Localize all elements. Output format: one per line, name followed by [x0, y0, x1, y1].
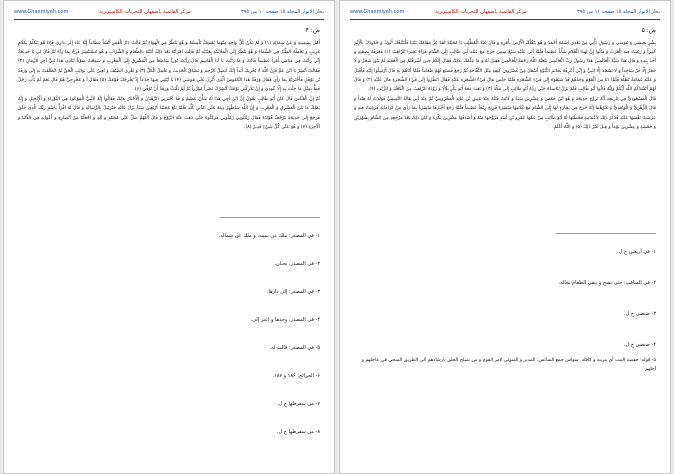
- footnote: ١- في أربعين خ ل.: [617, 249, 656, 255]
- paragraph: قَالَ الْمَسْعُودِيُّ فِي تَارِيخِهِ أَنَّهُ تَزَوَّجَ خَدِيجَةَ وَ هُوَ ابْنُ خَمْسٍ وَ عِشْرِينَ سَنَةً وَ كَانَتْ قَبْلَهُ عِنْدَ عَتِيقِ بْنِ عَائِذٍ الْمَخْزُومِيِّ ثُمَّ عِنْدَ أَبِي هَالَةَ التَّمِيمِيِّ فَوَلَدَتْ لَهُ هِنْداً وَ قَالَ الزُّهْرِيُّ وَ الْوَاقِدِيُّ وَ غَيْرُهُمَا إِنَّهُ خَرَجَ فِي تِجَارَةٍ لَهَا إِلَى الشَّامِ مَعَ غُلَامِهَا مَيْسَرَةَ فَرَبِحَ رِبْحاً عَظِيماً فَلَمَّا رَجَعَ أَخْبَرَهَا مَيْسَرَةُ بِمَا رَأَى مِنْ كَرَامَاتِهِ فَرَغِبَتْ فِيهِ وَ عَرَضَتْ نَفْسَهَا عَلَيْهِ فَذَكَرَ ذَلِكَ لِأَعْمَامِهِ فَخَطَبَهَا لَهُ أَبُو طَالِبٍ مِنْ عَمِّهَا عَمْرِو بْنِ أَسَدٍ فَزَوَّجَهَا مِنْهُ وَ أَصْدَقَهَا عِشْرِينَ بَكْرَةً وَ كَانَ ذَلِكَ بَعْدَ مَرْجِعِهِ مِنَ الشَّامِ بِشَهْرَيْنِ وَ خَمْسَةٍ وَ عِشْرِينَ يَوْماً وَ قِيلَ غَيْرُ ذَلِكَ (۵) وَ اللَّهُ أَعْلَمُ.: [354, 97, 656, 130]
- footnotes: [18, 217, 320, 456]
- left-page: [3, 0, 335, 474]
- footnote: ١- في المصدر: ملك عن يمينه، و ملك عن شماله.: [218, 233, 320, 239]
- footnote: ۶- الخرائج: ١٨۶ و ١٨٧.: [272, 373, 320, 379]
- header-center: مركز القائمية باصفهان للتحريات الكامپيوترية: [99, 9, 191, 15]
- page-header: [14, 9, 324, 20]
- footnote: ۴- في المصدر: وجدها و اعتز إلى.: [250, 317, 320, 323]
- body-text: [18, 39, 320, 133]
- header-title: بحار الانوار المجلد ١٥ صفحة ١١ من ٣٩٥: [576, 9, 660, 15]
- paragraph: ثُمَّ إِنَّ الْعَبَّاسَ قَالَ كَانَ أَبُو طَالِبٍ يَقُولُ إِنَّ ابْنَ أَخِي هَذَا لَهُ شَأْنٌ عَظِيمٌ وَ قَدْ أَخْبَرَنِي الرُّهْبَانُ وَ الْأَحْبَارُ بِذَلِكَ فَقَالُوا إِنَّهُ النَّبِيُّ الْمَوْعُودُ فِي التَّوْرَاةِ وَ الْإِنْجِيلِ وَ إِنَّهُ يَمْلِكُ مَا بَيْنَ الْمَشْرِقِ وَ الْمَغْرِبِ وَ إِنَّ اللَّهَ سَيُظْهِرُ دِينَهُ عَلَى الدِّينِ كُلِّهِ فَلَمَّا بَلَغَ مُحَمَّدٌ أَرْبَعِينَ سَنَةً نَزَلَ عَلَيْهِ جَبْرَئِيلُ بِالرِّسَالَةِ وَ قَالَ لَهُ اقْرَأْ بِاسْمِ رَبِّكَ الَّذِي خَلَقَ فَرَجَعَ إِلَى خَدِيجَةَ يَرْجُفُ فُؤَادُهُ فَقَالَ زَمِّلُونِي زَمِّلُونِي فَزَمَّلُوهُ حَتَّى ذَهَبَ عَنْهُ الرَّوْعُ وَ قَالَ اللَّهُمَّ صَلِّ عَلَى مُحَمَّدٍ وَ آلِهِ وَ اجْعَلْنَا مِنْ أَنْصَارِهِ وَ أَعْوَانِهِ فِي الدُّنْيَا وَ الْآخِرَةِ (٧) وَ هُوَ عَلَى كُلِّ شَيْءٍ قَدِيرٌ (٨).: [18, 97, 320, 130]
- page-header: [350, 9, 660, 20]
- footnote: ۴- ضنضي خ ل.: [624, 342, 656, 348]
- header-center: مركز القائمية باصفهان للتحريات الكامپيوترية: [435, 9, 527, 15]
- footnote-divider: [220, 217, 320, 218]
- header-title: بحار الانوار المجلد ١٥ صفحة ١٠ من ٣٩٥: [240, 9, 324, 15]
- paragraph: بِشْرٍ بِعِيسَى وَ مُوسَى وَ رَسُولٍ يَأْتِي مِنْ بَعْدِي اسْمُهُ أَحْمَدُ وَ هُوَ يَنْقُلُكَ الْأَرْضَ بِأَمْرِهِ وَ قَالَ عَبْدُ الْمُطَّلِبِ يَا مُحَمَّدُ لَقَدْ عَزَّ مَقَامُكَ بَيْنَنَا فَلْيُبْلِغْكَ أَبُوكَ وَ جُدُودُكَ بِالْإِثْمِ كَثِيراً وَ رَغِبَتْ فِيهِ الْعَرَبُ وَ قَالُوا إِنَّ لِهَذَا الْغُلَامِ شَأْناً عَظِيماً فَلَمَّا أَتَى عَلَيْهِ سَبْعُ سِنِينَ خَرَجَ مَعَ عَمِّهِ أَبِي طَالِبٍ إِلَى الشَّامِ فَرَآهُ بَحِيرَا الرَّاهِبُ (١) فَعَرَفَهُ بِصِفَتِهِ وَ أَخَذَ بِيَدِهِ وَ قَالَ هَذَا سَيِّدُ الْعَالَمِينَ هَذَا رَسُولُ رَبِّ الْعَالَمِينَ يَبْعَثُهُ اللَّهُ رَحْمَةً لِلْعَالَمِينَ فَقِيلَ لَهُ وَ مَا عِلْمُكَ بِذَلِكَ فَقَالَ إِنَّكُمْ حِينَ أَشْرَفْتُمْ مِنَ الْعَقَبَةِ لَمْ يَبْقَ شَجَرٌ وَ لَا حَجَرٌ إِلَّا خَرَّ سَاجِداً وَ لَا يَسْجُدُ إِلَّا لِنَبِيٍّ وَ إِنِّي أَعْرِفُهُ بِخَاتَمِ النُّبُوَّةِ أَسْفَلَ مِنْ غُضْرُوفِ كَتِفِهِ مِثْلَ التُّفَّاحَةِ ثُمَّ رَجَعَ فَصَنَعَ لَهُمْ طَعَاماً فَلَمَّا أَتَاهُمْ بِهِ قَالَ أَرْسِلُوا إِلَيْهِ فَأَقْبَلَ وَ عَلَيْهِ غَمَامَةٌ تُظِلُّهُ فَلَمَّا دَنَا مِنَ الْقَوْمِ وَجَدَهُمْ قَدْ سَبَقُوهُ إِلَى فَيْءِ الشَّجَرَةِ فَلَمَّا جَلَسَ مَالَ فَيْءُ الشَّجَرَةِ عَلَيْهِ فَقَالَ انْظُرُوا إِلَى فَيْءِ الشَّجَرَةِ مَالَ عَلَيْهِ (٢) وَ قَالَ لَهُمْ أَنْشُدُكُمُ اللَّهَ أَيُّكُمْ وَلِيُّهُ قَالُوا أَبُو طَالِبٍ فَلَمْ يَزَلْ يُنَاشِدُهُ حَتَّى رَدَّهُ أَبُو طَالِبٍ إِلَى مَكَّةَ (٣) وَ بَعَثَ مَعَهُ أَبُو بَكْرٍ بِلَالًا وَ زَوَّدَهُ الرَّاهِبُ مِنَ الْكَعْكِ وَ الزَّيْتِ (۴).: [354, 41, 656, 93]
- footnote: ۵- في المصدر: قالت له.: [269, 345, 320, 351]
- footnote: ٣- في المصدر: إلى دارها.: [266, 289, 320, 295]
- footnotes: [354, 233, 656, 396]
- footnote: ٧- من سقرطها خ ل.: [276, 401, 320, 407]
- page-number: ص: ۴: [305, 27, 320, 34]
- body-text: [354, 39, 656, 133]
- header-site[interactable]: www.Ghaemiyeh.com: [350, 9, 405, 15]
- header-site[interactable]: www.Ghaemiyeh.com: [14, 9, 69, 15]
- paragraph: أَمْلَ بِمِيمِينِهِ وَ عَنْ شِمَالِهِ (١) وَ لَمْ يَكُنْ كُلٌّ وَاحِدٍ مِنْهُمَا يُمْسِكُ يُلْمِسُهُ وَ هُوَ يَنْظُرُ فِي الْهَوَاءِ ثُمَّ قَالَتْ دَارُ الْقَمَرِ أَنْشَأَ عِظَاماً إِنَّهُ عَادَ إِلَى دَارِي فَإِذَا هُوَ يَتَكَلَّمُ بِكَلَامٍ غَرِيبٍ وَ يَحْمِلُهُ الطَّيْرُ فِي السَّمَاءِ وَ هُوَ يَنْظُرُ إِلَى الْمَلَائِكَةِ بِعَيْنَيْهِ ثُمَّ قَالَتِ امْرَأَتُهُ بَعْدَ ذَلِكَ أَتَيْتُهُ بِالطَّعَامِ وَ الشَّرَابِ وَ هُوَ مُسْتَبْشِرٌ فَرِحٌ بِمَا رَآهُ ثُمَّ قَالَ لِي يَا خَدِيجَةُ إِنِّي رَأَيْتُ فِي مَنَامِي أَمْراً عَظِيماً قَالَتْ وَ مَا رَأَيْتَ يَا أَبَا الْقَاسِمِ قَالَ رَأَيْتُ نُوراً سَاطِعاً مِنَ الْمَشْرِقِ إِلَى الْمَغْرِبِ وَ سَمِعْتُ صَوْتاً يُنَادِي هَذَا نَبِيُّ آخِرِ الزَّمَانِ (٢) فَقَالَتْ أَبْشِرْ يَا ابْنَ عَمِّ فَإِنَّ اللَّهَ لَا يُخْزِيكَ أَبَداً إِنَّكَ لَتَصِلُ الرَّحِمَ وَ تَصْدُقُ الْحَدِيثَ وَ تَحْمِلُ الْكَلَّ (٣) وَ تَقْرِي الضَّيْفَ وَ تُعِينُ عَلَى نَوَائِبِ الْحَقِّ ثُمَّ انْطَلَقَتْ بِهِ إِلَى وَرَقَةَ بْنِ نَوْفَلٍ فَأَخْبَرَتْهُ بِمَا رَأَى فَقَالَ وَرَقَةُ هَذَا النَّامُوسُ الَّذِي أُنْزِلَ عَلَى مُوسَى (۴) يَا لَيْتَنِي فِيهَا جَذَعاً إِذْ يُخْرِجُكَ قَوْمُكَ (۵) فَقَالَ أَ وَ مُخْرِجِيَّ هُمْ قَالَ نَعَمْ لَمْ يَأْتِ رَجُلٌ قَطُّ بِمِثْلِ مَا جِئْتَ بِهِ إِلَّا عُودِيَ وَ إِنْ يُدْرِكْنِي يَوْمُكَ أَنْصُرْكَ نَصْراً مُؤَزَّراً ثُمَّ لَمْ يَلْبَثْ وَرَقَةُ أَنْ تُوُفِّيَ (۶).: [18, 41, 320, 93]
- footnote-long: ۵- قوله: حفصة البيت أي مربيه و كافله. سواس جمع السائس: المدير و المتولى لامر القوم و من يصلح الخلق بارشادهم الى الطريق المنجي في عاجلهم و آجلهم.: [361, 358, 656, 372]
- page-number: ص: ۵: [641, 27, 656, 34]
- right-page: [339, 0, 671, 474]
- footnote: ٢- في المصدر: يحنان.: [274, 261, 320, 267]
- footnote: ٨- من سفرطها خ ل.: [276, 429, 320, 435]
- footnote: ٢- في المناقب: حتى نشح و بيقي الطعام بحاله.: [558, 280, 656, 286]
- footnote: ٣- ضنضي خ ل.: [624, 311, 656, 317]
- footnote-divider: [556, 233, 656, 234]
